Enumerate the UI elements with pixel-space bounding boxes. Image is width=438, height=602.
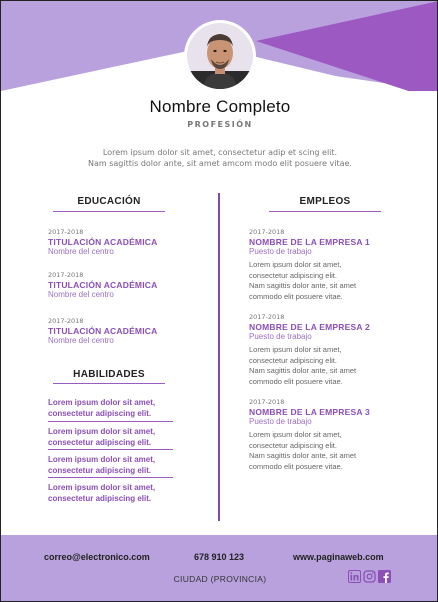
education-item — [48, 316, 157, 346]
education-underline — [53, 211, 165, 212]
job-desc-line: commodo elit posuere vitae. — [249, 376, 343, 386]
education-years: 2017-2018 — [48, 317, 84, 325]
job-desc-line: Nam sagittis dolor ante, sit amet — [249, 366, 357, 375]
jobs-underline — [269, 211, 381, 212]
job-description — [249, 430, 399, 472]
job-item — [249, 227, 399, 302]
footer-band — [1, 535, 438, 602]
summary — [61, 147, 379, 169]
footer-website[interactable]: www.paginaweb.com — [293, 552, 384, 562]
education-school: Nombre del centro — [48, 247, 114, 256]
job-years: 2017-2018 — [249, 398, 285, 406]
jobs-title: EMPLEOS — [299, 196, 351, 207]
summary-line: Nam sagittis dolor ante, sit amet amcom modo elit posuere vitae. — [88, 159, 352, 168]
profile-photo — [184, 20, 256, 92]
footer-phone[interactable]: 678 910 123 — [194, 552, 245, 562]
skill-separator — [48, 421, 173, 422]
job-desc-line: consectetur adipiscing elit. — [249, 440, 337, 450]
job-description — [249, 345, 399, 387]
education-school: Nombre del centro — [48, 336, 114, 345]
job-desc-line: Nam sagittis dolor ante, sit amet — [249, 451, 357, 460]
skill-line2: consectetur adipiscing elit. — [48, 409, 152, 418]
profession: PROFESIÓN — [187, 120, 253, 129]
job-desc-line: consectetur adipiscing elit. — [249, 355, 337, 365]
education-title: EDUCACIÓN — [77, 196, 141, 207]
job-position: Puesto de trabajo — [249, 417, 312, 426]
education-item — [48, 227, 157, 257]
skill-separator — [48, 477, 173, 478]
skill-item — [48, 426, 155, 448]
education-school: Nombre del centro — [48, 290, 114, 299]
job-item — [249, 397, 399, 472]
job-position: Puesto de trabajo — [249, 247, 312, 256]
job-desc-line: consectetur adipiscing elit. — [249, 270, 337, 280]
portrait-icon — [187, 23, 253, 89]
job-years: 2017-2018 — [249, 228, 285, 236]
skill-line1: Lorem ipsum dolor sit amet, — [48, 483, 156, 492]
skill-line1: Lorem ipsum dolor sit amet, — [48, 398, 156, 407]
job-desc-line: Lorem ipsum dolor sit amet, — [249, 260, 342, 269]
summary-line: Lorem ipsum dolor sit amet, consectetur adip et scing elit. — [102, 148, 338, 157]
job-desc-line: commodo elit posuere vitae. — [249, 461, 343, 471]
skill-line1: Lorem ipsum dolor sit amet, — [48, 455, 156, 464]
skill-line2: consectetur adipiscing elit. — [48, 466, 152, 475]
linkedin-icon[interactable] — [348, 570, 361, 583]
full-name: Nombre Completo — [149, 97, 291, 116]
skill-line2: consectetur adipiscing elit. — [48, 494, 152, 503]
skill-separator — [48, 449, 173, 450]
skill-item — [48, 454, 155, 476]
job-item — [249, 312, 399, 387]
job-company: NOMBRE DE LA EMPRESA 3 — [249, 407, 370, 417]
job-company: NOMBRE DE LA EMPRESA 2 — [249, 322, 370, 332]
column-divider — [218, 193, 220, 521]
skills-underline — [53, 383, 165, 384]
footer-city: CIUDAD (PROVINCIA) — [173, 574, 267, 584]
job-desc-line: Nam sagittis dolor ante, sit amet — [249, 281, 357, 290]
facebook-icon[interactable] — [378, 570, 391, 583]
skill-line2: consectetur adipiscing elit. — [48, 438, 152, 447]
education-degree: TITULACIÓN ACADÉMICA — [48, 280, 158, 290]
skill-item — [48, 397, 155, 419]
skill-line1: Lorem ipsum dolor sit amet, — [48, 427, 156, 436]
education-degree: TITULACIÓN ACADÉMICA — [48, 237, 158, 247]
job-position: Puesto de trabajo — [249, 332, 312, 341]
job-years: 2017-2018 — [249, 313, 285, 321]
education-item — [48, 270, 157, 300]
job-desc-line: commodo elit posuere vitae. — [249, 291, 343, 301]
job-company: NOMBRE DE LA EMPRESA 1 — [249, 237, 370, 247]
instagram-icon[interactable] — [363, 570, 376, 583]
education-years: 2017-2018 — [48, 228, 84, 236]
skills-title: HABILIDADES — [73, 369, 145, 380]
skill-item — [48, 482, 155, 504]
education-degree: TITULACIÓN ACADÉMICA — [48, 326, 158, 336]
job-desc-line: Lorem ipsum dolor sit amet, — [249, 345, 342, 354]
job-description — [249, 260, 399, 302]
job-desc-line: Lorem ipsum dolor sit amet, — [249, 430, 342, 439]
footer-email[interactable]: correo@electronico.com — [44, 552, 150, 562]
education-years: 2017-2018 — [48, 271, 84, 279]
